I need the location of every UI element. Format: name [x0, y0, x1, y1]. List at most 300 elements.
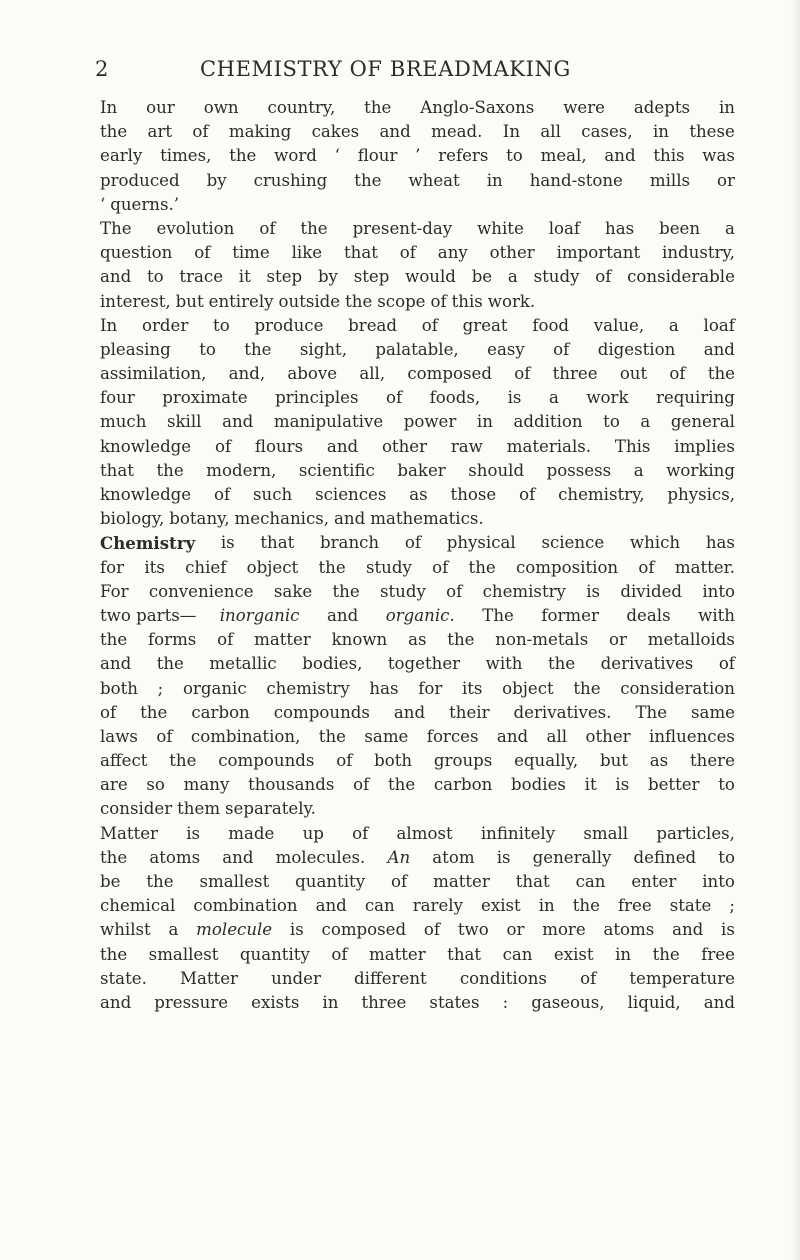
word: a	[724, 218, 735, 238]
word: much	[100, 412, 147, 432]
word: of	[100, 702, 117, 722]
word: that	[343, 243, 378, 263]
text-line	[100, 241, 735, 265]
word: physics,	[667, 485, 735, 504]
word: three	[361, 992, 407, 1012]
word: is	[220, 533, 235, 553]
word: times,	[160, 146, 212, 166]
word: ’	[415, 146, 421, 166]
word: chemistry,	[558, 485, 645, 504]
word: and	[703, 339, 735, 359]
word: mathematics.	[370, 509, 484, 529]
word: working	[666, 460, 735, 480]
word: carbon	[433, 775, 493, 795]
word: the	[100, 630, 128, 650]
word: principles	[275, 388, 359, 408]
word: quantity	[295, 872, 366, 891]
word: of	[430, 291, 447, 311]
word: conditions	[459, 968, 547, 988]
word: adepts	[633, 98, 691, 117]
word: In	[502, 122, 521, 142]
word: bodies,	[302, 654, 363, 674]
word: influences	[649, 726, 735, 746]
word: ;	[729, 896, 735, 916]
word: and	[222, 847, 254, 867]
word: outside	[278, 291, 341, 311]
word: to	[718, 775, 735, 795]
word: particles,	[656, 823, 735, 843]
word: meal,	[540, 146, 587, 166]
word: evolution	[156, 218, 235, 238]
word: and	[393, 702, 426, 722]
text-line	[100, 967, 735, 991]
word: art	[147, 122, 173, 142]
word: this	[653, 146, 685, 166]
word: The	[482, 605, 514, 625]
word: object	[502, 678, 554, 698]
text-line	[100, 677, 735, 701]
word: separately.	[225, 799, 316, 819]
word: The	[100, 218, 132, 238]
word: pressure	[154, 992, 229, 1012]
word: of	[331, 944, 348, 964]
word: more	[542, 920, 586, 940]
word: the	[707, 364, 735, 384]
word: out	[619, 364, 648, 384]
text-line	[100, 120, 735, 144]
text-line	[100, 290, 735, 314]
word: and	[326, 436, 359, 456]
word: in	[652, 122, 669, 142]
word: the	[100, 847, 128, 867]
word: there	[689, 751, 735, 771]
word: carbon	[191, 702, 250, 722]
word: and	[379, 122, 411, 142]
word: entirely	[208, 291, 274, 311]
text-line	[100, 556, 735, 580]
word: those	[450, 485, 497, 504]
word: the	[229, 146, 257, 166]
word: that	[100, 460, 134, 480]
word: crushing	[253, 170, 328, 190]
word: mechanics,	[234, 509, 330, 529]
word: forms	[148, 630, 197, 650]
word: by	[317, 267, 338, 287]
text-line	[100, 870, 735, 894]
word: study	[379, 581, 426, 601]
word: or	[717, 170, 735, 190]
word: the	[100, 944, 128, 964]
word: cases,	[581, 122, 633, 142]
word: of	[718, 654, 735, 674]
word: order	[141, 315, 189, 335]
word: to	[213, 315, 230, 335]
word: scope	[377, 291, 426, 311]
word: flours	[254, 436, 304, 456]
word: great	[462, 315, 508, 335]
word: their	[449, 702, 490, 722]
word: chemistry	[266, 678, 350, 698]
word: word	[274, 146, 317, 166]
word: and	[496, 726, 529, 746]
word: work.	[487, 291, 536, 311]
word: composed	[407, 364, 492, 384]
word: the	[652, 944, 680, 964]
word: with	[485, 654, 523, 674]
word: :	[502, 992, 509, 1012]
word: both	[100, 678, 138, 698]
word: Anglo-Saxons	[420, 98, 535, 117]
word: is	[289, 920, 304, 940]
word: would	[405, 267, 456, 287]
word: In	[100, 98, 118, 117]
text-line	[100, 991, 735, 1015]
word: of	[595, 267, 612, 287]
word: has	[705, 533, 735, 553]
word: compounds	[273, 702, 370, 722]
word: in	[538, 896, 555, 916]
word: this	[451, 291, 483, 311]
word: of	[519, 485, 536, 504]
word: a	[640, 412, 651, 432]
word: raw	[450, 436, 483, 456]
word: country,	[267, 98, 336, 117]
word: the	[572, 896, 600, 916]
word: other	[381, 436, 428, 456]
word: sciences	[315, 485, 387, 504]
word: hand-stone	[529, 170, 623, 190]
word: power	[403, 412, 457, 432]
text-line	[100, 652, 735, 676]
word: addition	[513, 412, 583, 432]
text-line	[100, 822, 735, 846]
word: the	[354, 170, 382, 190]
text-line	[100, 604, 735, 628]
word: both	[374, 751, 413, 771]
word: consideration	[620, 678, 735, 698]
word: as	[408, 630, 427, 650]
word: the	[447, 630, 475, 650]
word: of	[391, 872, 408, 891]
word: and	[222, 412, 254, 432]
word: to	[718, 847, 735, 867]
word: skill	[166, 412, 202, 432]
word: them	[177, 799, 221, 819]
word: of	[553, 339, 570, 359]
word: be	[471, 267, 493, 287]
word: were	[563, 98, 605, 117]
text-line	[100, 435, 735, 459]
word: and	[334, 509, 366, 529]
word: above	[287, 364, 338, 384]
word: free	[701, 944, 735, 964]
word: wheat	[408, 170, 460, 190]
word: possess	[546, 460, 612, 480]
word: groups	[433, 751, 493, 771]
word: like	[291, 243, 323, 263]
word: Chemistry	[100, 533, 196, 554]
word: interest,	[100, 291, 171, 311]
word: branch	[320, 533, 380, 553]
word: cakes	[311, 122, 360, 142]
word: of	[385, 388, 403, 408]
word: assimilation,	[100, 364, 207, 384]
text-line	[100, 749, 735, 773]
word: the	[244, 339, 272, 359]
word: to	[146, 267, 164, 287]
word: The	[635, 702, 668, 722]
word: In	[100, 315, 118, 335]
word: knowledge	[100, 436, 192, 456]
word: former	[541, 605, 599, 625]
word: requiring	[656, 388, 735, 408]
word: modern,	[206, 460, 277, 480]
running-title: CHEMISTRY OF BREADMAKING	[200, 57, 571, 81]
word: Matter	[100, 823, 158, 843]
word: smallest	[199, 872, 270, 891]
text-line	[100, 483, 735, 507]
word: small	[583, 823, 629, 843]
word: a	[548, 388, 559, 408]
word: inorganic	[219, 605, 300, 625]
word: liquid,	[627, 992, 681, 1012]
word: other	[489, 243, 535, 263]
word: and	[100, 267, 132, 287]
word: made	[228, 823, 275, 843]
word: in	[486, 170, 503, 190]
word: the	[547, 654, 576, 674]
word: produced	[100, 170, 180, 190]
word: trace	[179, 267, 224, 287]
word: object	[246, 557, 299, 577]
word: better	[647, 775, 700, 795]
word: For	[100, 581, 129, 601]
text-line	[100, 338, 735, 362]
word: of	[156, 726, 173, 746]
word: almost	[396, 823, 453, 843]
word: together	[387, 654, 461, 674]
text-line	[100, 193, 735, 217]
word: and	[604, 146, 636, 166]
word: the	[345, 291, 373, 311]
word: four	[100, 388, 135, 408]
word: state.	[100, 968, 147, 988]
word: rarely	[412, 896, 463, 916]
word: mead.	[431, 122, 483, 142]
word: is	[186, 823, 201, 843]
word: that	[447, 944, 482, 964]
word: up	[302, 823, 324, 843]
word: own	[203, 98, 239, 117]
word: all	[546, 726, 568, 746]
word: two parts—	[100, 605, 197, 625]
word: and	[315, 896, 347, 916]
word: smallest	[148, 944, 219, 964]
word: chief	[185, 557, 227, 577]
word: ‘	[334, 146, 340, 166]
word: the	[156, 460, 184, 480]
word: in	[718, 98, 735, 117]
word: flour	[357, 146, 398, 166]
word: the	[318, 726, 346, 746]
word: in	[476, 412, 493, 432]
word: loaf	[548, 218, 581, 238]
word: has	[605, 218, 635, 238]
word: convenience	[148, 581, 254, 601]
word: to	[199, 339, 216, 359]
word: composition	[516, 557, 619, 577]
word: a	[668, 315, 679, 335]
text-line	[100, 386, 735, 410]
word: the	[468, 557, 496, 577]
word: mills	[649, 170, 691, 190]
word: different	[354, 968, 427, 988]
word: two	[457, 920, 489, 940]
word: the	[573, 678, 601, 698]
text-line	[100, 217, 735, 241]
word: other	[585, 726, 631, 746]
word: so	[146, 775, 165, 795]
word: of	[336, 751, 353, 771]
word: of	[352, 823, 369, 843]
word: states	[429, 992, 480, 1012]
word: any	[437, 243, 468, 263]
word: compounds	[218, 751, 315, 771]
word: these	[689, 122, 735, 142]
word: composed	[321, 920, 407, 940]
word: the	[156, 654, 184, 674]
word: the	[332, 581, 360, 601]
word: atoms	[149, 847, 201, 867]
word: same	[364, 726, 409, 746]
word: materials.	[506, 436, 592, 456]
word: to	[603, 412, 620, 432]
word: bodies	[511, 775, 566, 795]
text-line	[100, 894, 735, 918]
word: of	[259, 218, 276, 238]
word: all	[540, 122, 561, 142]
word: thousands	[248, 775, 335, 795]
word: is	[615, 775, 630, 795]
word: biology,	[100, 509, 165, 529]
word: be	[100, 872, 121, 891]
text-line	[100, 144, 735, 168]
word: infinitely	[480, 823, 556, 843]
word: and	[100, 992, 132, 1012]
word: science	[541, 533, 605, 553]
word: a	[168, 920, 179, 940]
word: value,	[593, 315, 645, 335]
word: matter	[368, 944, 426, 964]
word: An	[387, 847, 411, 867]
word: of	[423, 920, 441, 940]
word: temperature	[629, 968, 735, 988]
word: of	[421, 315, 438, 335]
word: the	[146, 872, 174, 891]
word: refers	[438, 146, 489, 166]
word: combination,	[190, 726, 301, 746]
body-text	[100, 96, 735, 1015]
word: which	[629, 533, 681, 553]
word: ‘	[100, 194, 106, 214]
text-line	[100, 846, 735, 870]
word: food	[532, 315, 570, 335]
word: forces	[426, 726, 479, 746]
word: and	[327, 605, 359, 625]
word: generally	[532, 847, 612, 867]
word: three	[552, 364, 598, 384]
word: ;	[157, 678, 164, 698]
word: is	[507, 388, 522, 408]
text-line	[100, 459, 735, 483]
word: work	[586, 388, 629, 408]
word: it	[238, 267, 251, 287]
text-line	[100, 918, 735, 942]
text-line	[100, 410, 735, 434]
page-edge-shadow	[790, 0, 800, 1260]
word: whilst	[100, 920, 151, 940]
word: is	[496, 847, 511, 867]
word: a	[633, 460, 644, 480]
text-line	[100, 773, 735, 797]
word: early	[100, 146, 143, 166]
word: of	[514, 364, 531, 384]
word: as	[409, 485, 428, 504]
word: affect	[100, 751, 148, 771]
word: can	[502, 944, 533, 964]
word: many	[183, 775, 230, 795]
text-line	[100, 943, 735, 967]
word: pleasing	[100, 339, 171, 359]
word: sight,	[299, 339, 347, 359]
word: considerable	[627, 267, 735, 287]
word: but	[175, 291, 204, 311]
word: sake	[273, 581, 313, 601]
word: exists	[251, 992, 300, 1012]
word: molecules.	[275, 847, 366, 867]
text-line	[100, 531, 735, 555]
word: This	[614, 436, 651, 456]
word: divided	[620, 581, 683, 601]
word: can	[575, 872, 606, 891]
word: with	[698, 605, 735, 625]
word: free	[617, 896, 652, 916]
text-line	[100, 701, 735, 725]
word: enter	[631, 872, 677, 891]
word: or	[506, 920, 525, 940]
word: digestion	[597, 339, 676, 359]
word: a	[507, 267, 518, 287]
word: of	[399, 243, 416, 263]
word: atoms	[603, 920, 655, 940]
word: of	[192, 122, 209, 142]
word: produce	[254, 315, 324, 335]
word: the	[169, 751, 197, 771]
word: chemical	[100, 896, 176, 916]
word: step	[353, 267, 390, 287]
word: chemistry	[482, 581, 566, 601]
word: white	[477, 218, 524, 238]
word: matter	[254, 630, 311, 650]
word: making	[228, 122, 292, 142]
word: knowledge	[100, 485, 192, 504]
text-line	[100, 628, 735, 652]
word: time	[232, 243, 270, 263]
word: combination	[193, 896, 298, 916]
word: and	[672, 920, 704, 940]
word: was	[702, 146, 735, 166]
word: can	[364, 896, 395, 916]
